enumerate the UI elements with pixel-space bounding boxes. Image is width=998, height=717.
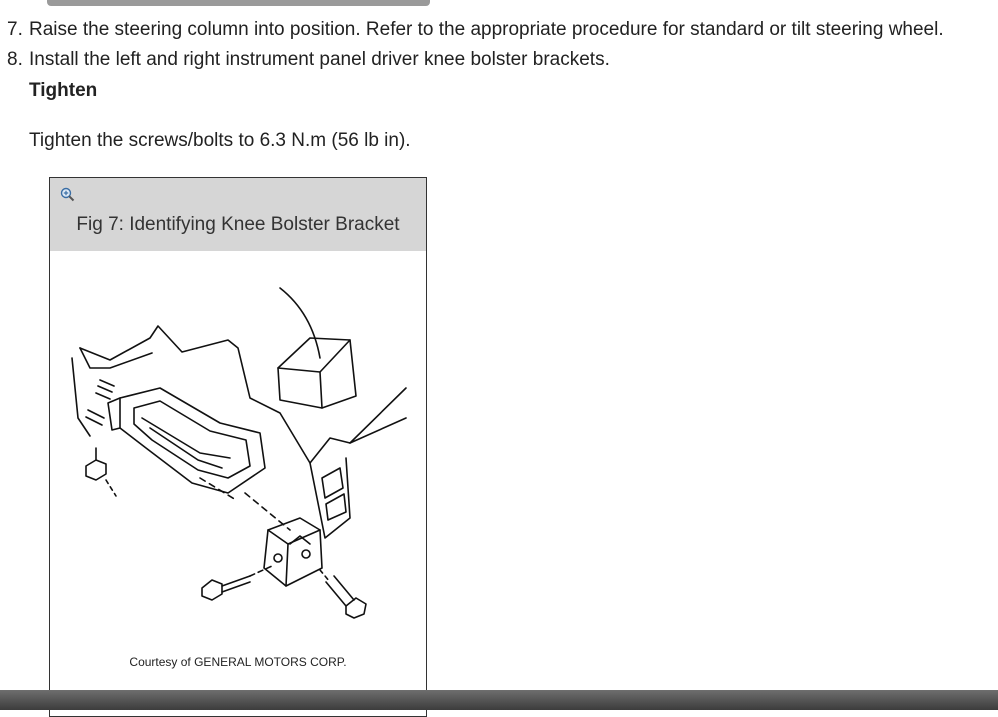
step-text: Raise the steering column into position. Refer to the appropriate procedure for standard or tilt steering wheel. bbox=[29, 19, 944, 40]
top-scroll-indicator bbox=[47, 0, 430, 6]
figure-credit: Courtesy of GENERAL MOTORS CORP. bbox=[129, 655, 347, 669]
zoom-in-icon[interactable] bbox=[60, 187, 75, 202]
bottom-bar bbox=[0, 690, 998, 710]
figure-caption: Fig 7: Identifying Knee Bolster Bracket bbox=[76, 214, 400, 235]
step-7 bbox=[7, 18, 944, 42]
knee-bolster-bracket-diagram bbox=[50, 268, 426, 628]
figure-knee-bolster-bracket bbox=[49, 177, 427, 717]
figure-header bbox=[50, 178, 426, 251]
step-number: 8. bbox=[7, 49, 23, 70]
tighten-spec: Tighten the screws/bolts to 6.3 N.m (56 lb in). bbox=[29, 130, 411, 151]
tighten-heading: Tighten bbox=[29, 80, 98, 101]
step-8 bbox=[7, 48, 610, 72]
step-number: 7. bbox=[7, 19, 23, 40]
step-text: Install the left and right instrument panel driver knee bolster brackets. bbox=[29, 49, 610, 70]
